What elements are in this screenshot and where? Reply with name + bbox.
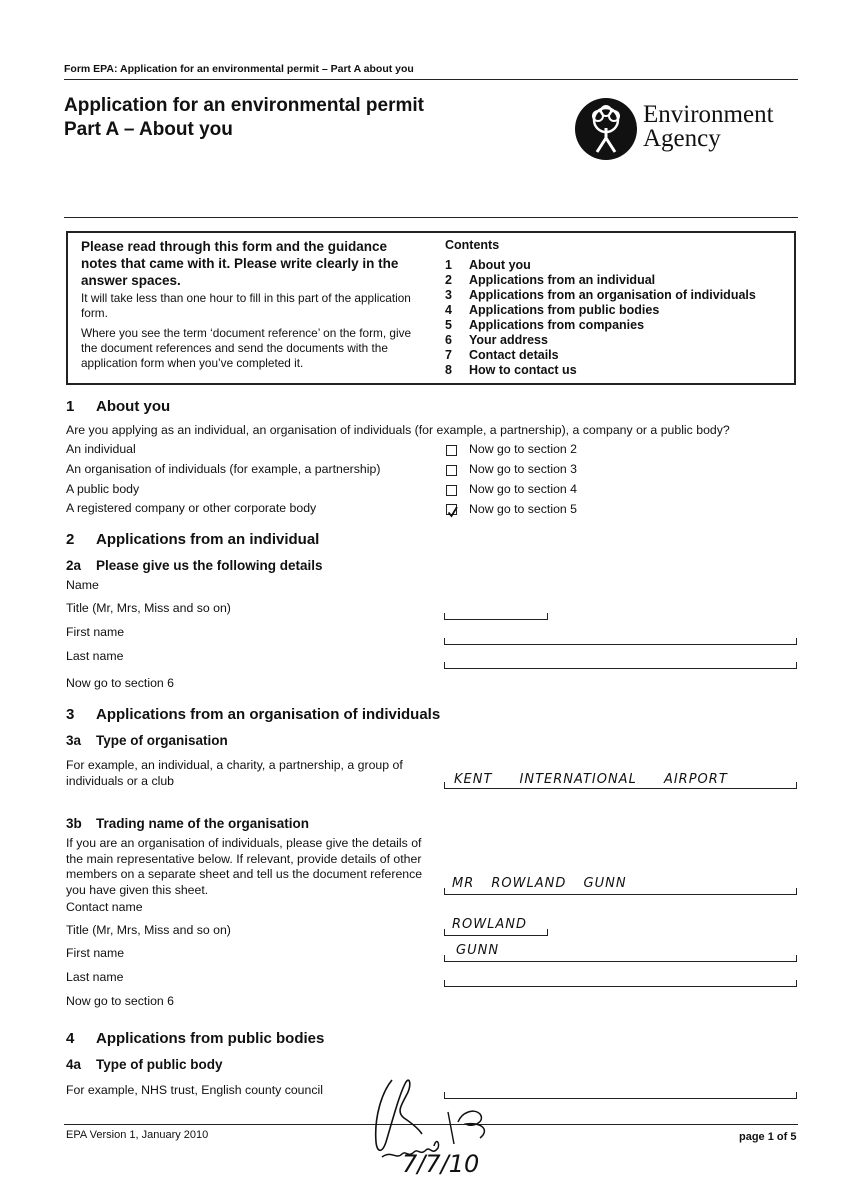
s2-first-name-label: First name xyxy=(66,625,125,639)
form-header-line: Form EPA: Application for an environmental permit – Part A about you xyxy=(64,63,414,75)
contents-num: 6 xyxy=(445,333,452,347)
s4a-heading xyxy=(66,1057,223,1072)
contents-num: 5 xyxy=(445,318,452,332)
logo-line-2: Agency xyxy=(643,125,721,152)
s2-next-step: Now go to section 6 xyxy=(66,676,175,690)
contents-item xyxy=(445,333,548,347)
sub-num: 4a xyxy=(66,1057,82,1072)
option-goto: Now go to section 2 xyxy=(469,442,578,456)
section-3-heading xyxy=(66,706,440,723)
s2-first-name-field[interactable] xyxy=(444,636,797,645)
s3-next-step: Now go to section 6 xyxy=(66,994,175,1008)
s3-title-value: ROWLAND xyxy=(452,917,527,932)
s3-title-label: Title (Mr, Mrs, Miss and so on) xyxy=(66,923,231,937)
header-rule xyxy=(64,79,798,80)
intro-time-note: It will take less than one hour to fill in this part of the application form. xyxy=(81,291,411,320)
sub-title: Please give us the following details xyxy=(96,558,323,573)
signature-date: 7/7/10 xyxy=(402,1150,480,1178)
section-title: Applications from an individual xyxy=(96,531,320,548)
sub-title: Type of public body xyxy=(96,1057,223,1072)
logo-wordmark xyxy=(643,103,774,151)
contents-num: 3 xyxy=(445,288,452,302)
section-title: Applications from an organisation of individuals xyxy=(96,706,441,723)
contents-item xyxy=(445,348,559,362)
contents-label: Applications from companies xyxy=(469,318,645,332)
contents-label: Contact details xyxy=(469,348,559,362)
contents-label: Your address xyxy=(469,333,548,347)
logo-line-1: Environment xyxy=(643,101,774,128)
contents-item xyxy=(445,258,531,272)
s3b-description: If you are an organisation of individuals, please give the details of the main representative below. If relevant, provide details of other members on a separate sheet and tell us the document reference you have given this sheet. xyxy=(66,836,423,897)
s2-last-name-field[interactable] xyxy=(444,660,797,669)
check-mark-icon xyxy=(447,507,458,518)
sub-num: 3a xyxy=(66,733,82,748)
contents-item xyxy=(445,288,756,302)
intro-instructions: Please read through this form and the guidance notes that came with it. Please write clearly in the answer spaces. xyxy=(81,239,399,288)
footer-version: EPA Version 1, January 2010 xyxy=(66,1129,209,1141)
section-2-heading xyxy=(66,531,319,548)
section-title: Applications from public bodies xyxy=(96,1030,325,1047)
option-label: A public body xyxy=(66,482,140,496)
contents-num: 4 xyxy=(445,303,452,317)
contents-label: About you xyxy=(469,258,531,272)
section-num: 3 xyxy=(66,706,75,723)
title-rule xyxy=(64,217,798,218)
section-1-heading xyxy=(66,398,170,415)
s4a-description: For example, NHS trust, English county council xyxy=(66,1083,323,1097)
option-label: A registered company or other corporate body xyxy=(66,501,317,515)
sub-num: 3b xyxy=(66,816,82,831)
intro-document-note: Where you see the term ‘document reference’ on the form, give the document references and send the documents with the application form when you’ve completed it. xyxy=(81,326,412,370)
sub-title: Trading name of the organisation xyxy=(96,816,310,831)
s3b-heading xyxy=(66,816,309,831)
contents-label: How to contact us xyxy=(469,363,577,377)
contents-label: Applications from public bodies xyxy=(469,303,660,317)
tree-person-icon xyxy=(575,98,637,160)
s2-name-label: Name xyxy=(66,578,99,592)
option-goto: Now go to section 3 xyxy=(469,462,578,476)
s3a-heading xyxy=(66,733,228,748)
footer-page-number: page 1 of 5 xyxy=(739,1131,797,1143)
option-checkbox-individual[interactable] xyxy=(446,445,457,456)
page-title: Application for an environmental permit xyxy=(64,95,424,116)
option-checkbox-public-body[interactable] xyxy=(446,485,457,496)
contents-item xyxy=(445,273,655,287)
s3b-trading-name-value: MR ROWLAND GUNN xyxy=(452,876,627,891)
sub-title: Type of organisation xyxy=(96,733,228,748)
section-title: About you xyxy=(96,398,171,415)
section-4-heading xyxy=(66,1030,324,1047)
s3a-organisation-type-value: KENT INTERNATIONAL AIRPORT xyxy=(454,772,728,787)
option-goto: Now go to section 4 xyxy=(469,482,578,496)
contents-item xyxy=(445,363,577,377)
section-num: 1 xyxy=(66,398,75,415)
s2a-heading xyxy=(66,558,323,573)
option-goto: Now go to section 5 xyxy=(469,502,578,516)
s3-last-name-label: Last name xyxy=(66,970,124,984)
sub-num: 2a xyxy=(66,558,82,573)
contents-item xyxy=(445,318,644,332)
s3-last-name-field[interactable] xyxy=(444,978,797,987)
contents-item xyxy=(445,303,659,317)
contents-heading: Contents xyxy=(445,238,500,252)
contents-num: 8 xyxy=(445,363,452,377)
s2-last-name-label: Last name xyxy=(66,649,124,663)
contents-num: 7 xyxy=(445,348,452,362)
contents-label: Applications from an organisation of individuals xyxy=(469,288,756,302)
contents-num: 2 xyxy=(445,273,452,287)
s1-question: Are you applying as an individual, an organisation of individuals (for example, a partnership), a company or a public body? xyxy=(66,423,730,437)
option-label: An individual xyxy=(66,442,136,456)
s3-contact-label: Contact name xyxy=(66,900,143,914)
s2-title-label: Title (Mr, Mrs, Miss and so on) xyxy=(66,601,231,615)
s3-first-name-label: First name xyxy=(66,946,125,960)
section-num: 2 xyxy=(66,531,75,548)
option-checkbox-organisation[interactable] xyxy=(446,465,457,476)
option-checkbox-company[interactable] xyxy=(446,504,457,515)
s2-title-field[interactable] xyxy=(444,611,548,620)
s3a-description: For example, an individual, a charity, a partnership, a group of individuals or a club xyxy=(66,758,403,788)
contents-label: Applications from an individual xyxy=(469,273,656,287)
page-subtitle: Part A – About you xyxy=(64,119,233,140)
s3-first-name-value: GUNN xyxy=(456,943,500,958)
section-num: 4 xyxy=(66,1030,75,1047)
option-label: An organisation of individuals (for example, a partnership) xyxy=(66,462,381,476)
contents-num: 1 xyxy=(445,258,452,272)
